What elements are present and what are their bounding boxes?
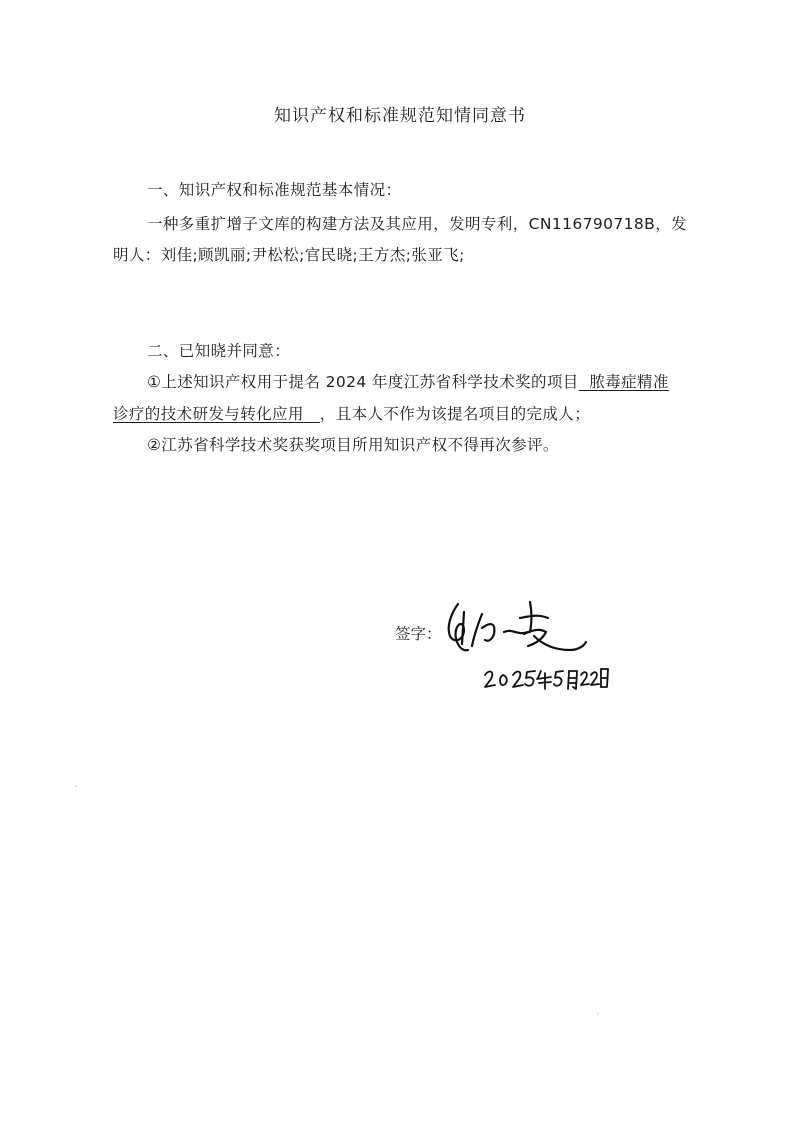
consent-item1-line1 — [147, 372, 669, 392]
project-name-part1: 脓毒症精准 — [589, 373, 669, 391]
consent-item1-suffix: ，且本人不作为该提名项目的完成人； — [319, 405, 591, 423]
scan-speck — [75, 785, 77, 787]
project-name-part2: 诊疗的技术研发与转化应用 — [113, 405, 304, 423]
signature-label: 签字： — [395, 625, 442, 643]
patent-info-line1: 一种多重扩增子文库的构建方法及其应用，发明专利，CN116790718B，发 — [147, 215, 688, 233]
document-title: 知识产权和标准规范知情同意书 — [274, 106, 526, 126]
consent-item1-line2 — [113, 404, 590, 424]
section2-heading: 二、已知晓并同意： — [147, 342, 291, 360]
handwritten-date — [481, 663, 611, 693]
section1-heading: 一、知识产权和标准规范基本情况： — [147, 181, 402, 199]
handwritten-signature — [438, 592, 588, 662]
patent-info-line2: 明人：刘佳;顾凯丽;尹松松;官民晓;王方杰;张亚飞; — [113, 246, 465, 264]
consent-item1-prefix: ①上述知识产权用于提名 2024 年度江苏省科学技术奖的项目 — [147, 373, 579, 391]
consent-item2: ②江苏省科学技术奖获奖项目所用知识产权不得再次参评。 — [147, 436, 559, 454]
scan-speck — [597, 1013, 599, 1015]
